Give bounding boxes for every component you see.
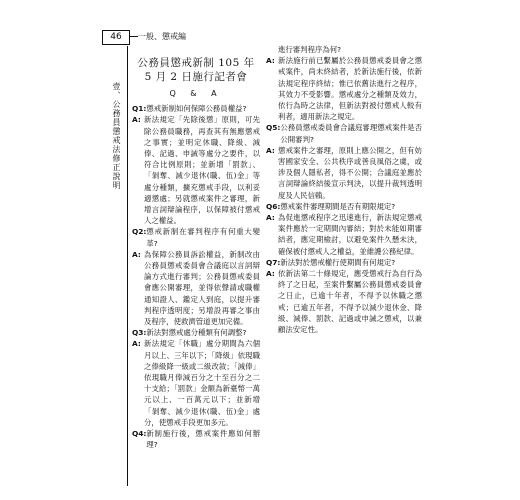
qa-item <box>266 122 422 144</box>
qa-item <box>266 44 422 55</box>
qa-text: 懲戒案件審理期間是否有期限規定? <box>280 201 396 211</box>
qa-item <box>266 55 422 122</box>
qa-item <box>266 212 422 257</box>
qa-text: 新法對懲戒處分種類有何調整? <box>146 328 247 338</box>
running-title: 一般、懲戒編 <box>138 32 186 41</box>
qa-text: 新法對於懲戒權行使期間有何規定? <box>280 257 396 267</box>
margin-divider <box>127 46 128 486</box>
qa-label: A: <box>266 56 275 66</box>
qa-item <box>266 201 422 212</box>
qa-text: 新法施行前已繫屬於公務員懲戒委員會之懲戒案件，尚未終結者，於新法施行後，依新法規定程序終結；惟已依舊法進行之程序，其效力不受影響。懲戒處分之種類及效力，依行為時之法律，但新法對被付懲戒人較有利者，適用新法之規定。 <box>278 56 422 122</box>
qa-label: Q2: <box>132 227 147 237</box>
page-header <box>102 30 422 44</box>
article-title: 公務員懲戒新制 105 年 5 月 2 日施行記者會 <box>137 57 255 83</box>
page-number: 46 <box>102 30 130 45</box>
qa-item <box>266 145 422 201</box>
qa-text: 懲戒案件之審理，原則上應公開之，但有妨害國家安全、公共秩序或善良風俗之虞，或涉及個人隱私者，得不公開；合議庭並應於言詞辯論終結後宣示判決，以提升裁判透明度及人民信賴。 <box>278 145 422 200</box>
qa-item <box>132 226 260 248</box>
qa-item <box>132 428 260 450</box>
qa-item <box>132 114 260 226</box>
qa-heading: Q & A <box>169 89 223 98</box>
qa-label: A: <box>266 145 275 155</box>
left-column <box>132 52 260 451</box>
qa-text: 新法規定「休職」處分期間為六個月以上、三年以下；「降級」依現職之俸級降一級或二級改敘；「減俸」依現職月俸減百分之十至百分之二十支給；「罰款」金額為新臺幣一萬元以上、一百萬元以下；並新增「剝奪、減少退休(職、伍)金」處分，使懲戒手段更加多元。 <box>144 339 260 427</box>
qa-text: 為保障公務員訴訟權益，新制改由公務員懲戒委員會合議庭以言詞辯論方式進行審判；公務員懲戒委員會應公開審理，並得依聲請或職權通知證人、鑑定人到庭，以提升審判程序透明度；另增設再審之事由及程序，使救濟管道更加完備。 <box>144 249 260 327</box>
qa-text: 依新法第二十條規定，應受懲戒行為自行為終了之日起，至案件繫屬公務員懲戒委員會之日止，已逾十年者，不得予以休職之懲戒；已逾五年者，不得予以減少退休金、降級、減俸、罰款、記過或申誡之懲戒，以兼顧法安定性。 <box>278 269 422 335</box>
qa-item <box>266 257 422 268</box>
qa-text: 為促進懲戒程序之迅速進行，新法規定懲戒案件應於一定期間內審結；對於未能如期審結者，應定期檢討，以避免案件久懸未決，確保被付懲戒人之權益，並維護公務紀律。 <box>278 213 422 256</box>
qa-label: A: <box>132 249 141 259</box>
qa-list-right <box>266 44 422 335</box>
qa-label: Q5: <box>266 123 281 133</box>
document-page <box>102 22 422 490</box>
qa-text: 公務員懲戒委員會合議庭審理懲戒案件是否公開審判? <box>280 123 422 144</box>
qa-item <box>132 338 260 428</box>
qa-item <box>132 103 260 114</box>
sidebar-section-title: 壹、公務員懲戒法修正說明 <box>112 82 121 190</box>
qa-label: A: <box>266 213 275 223</box>
qa-label: Q3: <box>132 328 147 338</box>
qa-label: A: <box>132 115 141 125</box>
qa-text: 新制施行後，懲戒案件應如何辦理? <box>146 429 260 450</box>
qa-item <box>132 249 260 327</box>
qa-label: A: <box>266 269 275 279</box>
qa-text: 進行審判程序為何? <box>278 45 342 54</box>
qa-label: Q1: <box>132 104 147 114</box>
right-column <box>266 44 422 335</box>
qa-item <box>132 327 260 338</box>
qa-label: Q4: <box>132 429 147 439</box>
qa-text: 懲戒新制在審判程序有何重大變革? <box>146 227 260 248</box>
qa-label: Q7: <box>266 257 281 267</box>
qa-label: A: <box>132 339 141 349</box>
qa-list-left <box>132 103 260 450</box>
qa-label <box>266 44 278 55</box>
qa-text: 懲戒新制如何保障公務員權益? <box>146 104 247 114</box>
qa-text: 新法規定「先除後懲」原則，可先除公務員職務，再查其有無應懲戒之事實；並明定休職、降級、減俸、記過、申誡等處分之要件，以符合比例原則；並新增「罰款」、「剝奪、減少退休(職、伍)金」等處分種類，擴充懲戒手段，以利妥適懲處；另就懲戒案件之審理，新增言詞辯論程序，以保障被付懲戒人之權益。 <box>144 115 260 226</box>
qa-item <box>266 268 422 335</box>
header-rule <box>130 36 138 37</box>
qa-label: Q6: <box>266 201 281 211</box>
